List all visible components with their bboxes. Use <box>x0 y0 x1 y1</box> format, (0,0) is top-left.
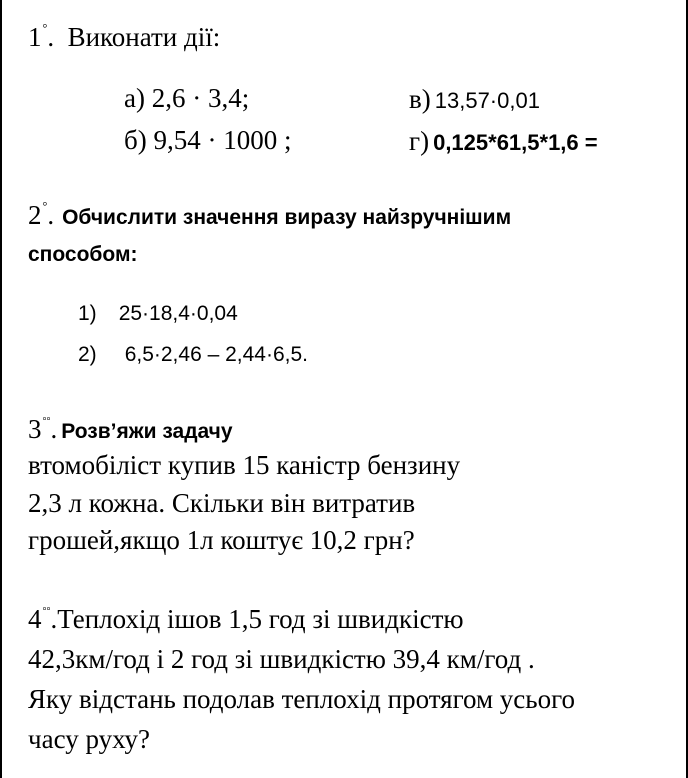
task1-number: 1 <box>28 22 42 52</box>
task4-line-2: 42,3км/год і 2 год зі швидкістю 39,4 км/год . <box>28 644 535 674</box>
task2-item-1 <box>78 302 238 326</box>
task1-item-v <box>409 84 540 115</box>
task2-item-1-marker: 1) <box>78 302 97 325</box>
task2-heading <box>28 200 511 231</box>
task3-heading <box>28 414 233 445</box>
task1-item-g <box>409 126 598 157</box>
task3-number: 3 <box>28 414 42 444</box>
task1-item-v-expr: 13,57·0,01 <box>434 88 540 113</box>
task3-line-1: втомобіліст купив 15 каністр бензину <box>28 450 461 480</box>
task4-difficulty-mark: °° <box>42 606 51 617</box>
task2-item-2-marker: 2) <box>78 343 97 366</box>
task4-line-4: часу руху? <box>28 724 151 754</box>
task3-separator: . <box>50 414 58 444</box>
task2-title-line2: способом: <box>28 243 138 266</box>
task2-item-1-expr: 25·18,4·0,04 <box>118 302 238 325</box>
task1-item-b: б) 9,54 · 1000 ; <box>124 125 292 155</box>
task1-item-a: а) 2,6 · 3,4; <box>124 83 250 113</box>
task3-line-3: грошей,якщо 1л коштує 10,2 грн? <box>28 525 415 555</box>
task1-item-g-expr: 0,125*61,5*1,6 = <box>433 130 598 155</box>
task4-line-3: Яку відстань подолав теплохід протягом усього <box>28 684 576 714</box>
task3-line-2: 2,3 л кожна. Скільки він витратив <box>28 488 416 518</box>
task4-line-1-text: .Теплохід ішов 1,5 год зі швидкістю <box>50 604 464 634</box>
task1-item-v-prefix: в) <box>409 84 431 114</box>
task1-heading <box>28 22 220 53</box>
task3-title: Розв’яжи задачу <box>61 420 233 443</box>
task2-separator: . <box>47 200 55 230</box>
task2-item-2 <box>78 343 308 367</box>
task1-separator: . <box>47 22 55 52</box>
task2-number: 2 <box>28 200 42 230</box>
task4-line-1 <box>28 604 464 635</box>
task2-title-line1: Обчислити значення виразу найзручнішим <box>62 206 512 229</box>
task2-item-2-expr: 6,5·2,46 – 2,44·6,5. <box>124 343 308 366</box>
task3-difficulty-mark: °° <box>42 416 51 427</box>
task1-item-g-prefix: г) <box>409 126 430 156</box>
task1-difficulty-mark: ° <box>42 21 48 35</box>
task4-number: 4 <box>28 604 42 634</box>
task2-difficulty-mark: ° <box>42 199 48 213</box>
task1-title: Виконати дії: <box>67 22 221 52</box>
